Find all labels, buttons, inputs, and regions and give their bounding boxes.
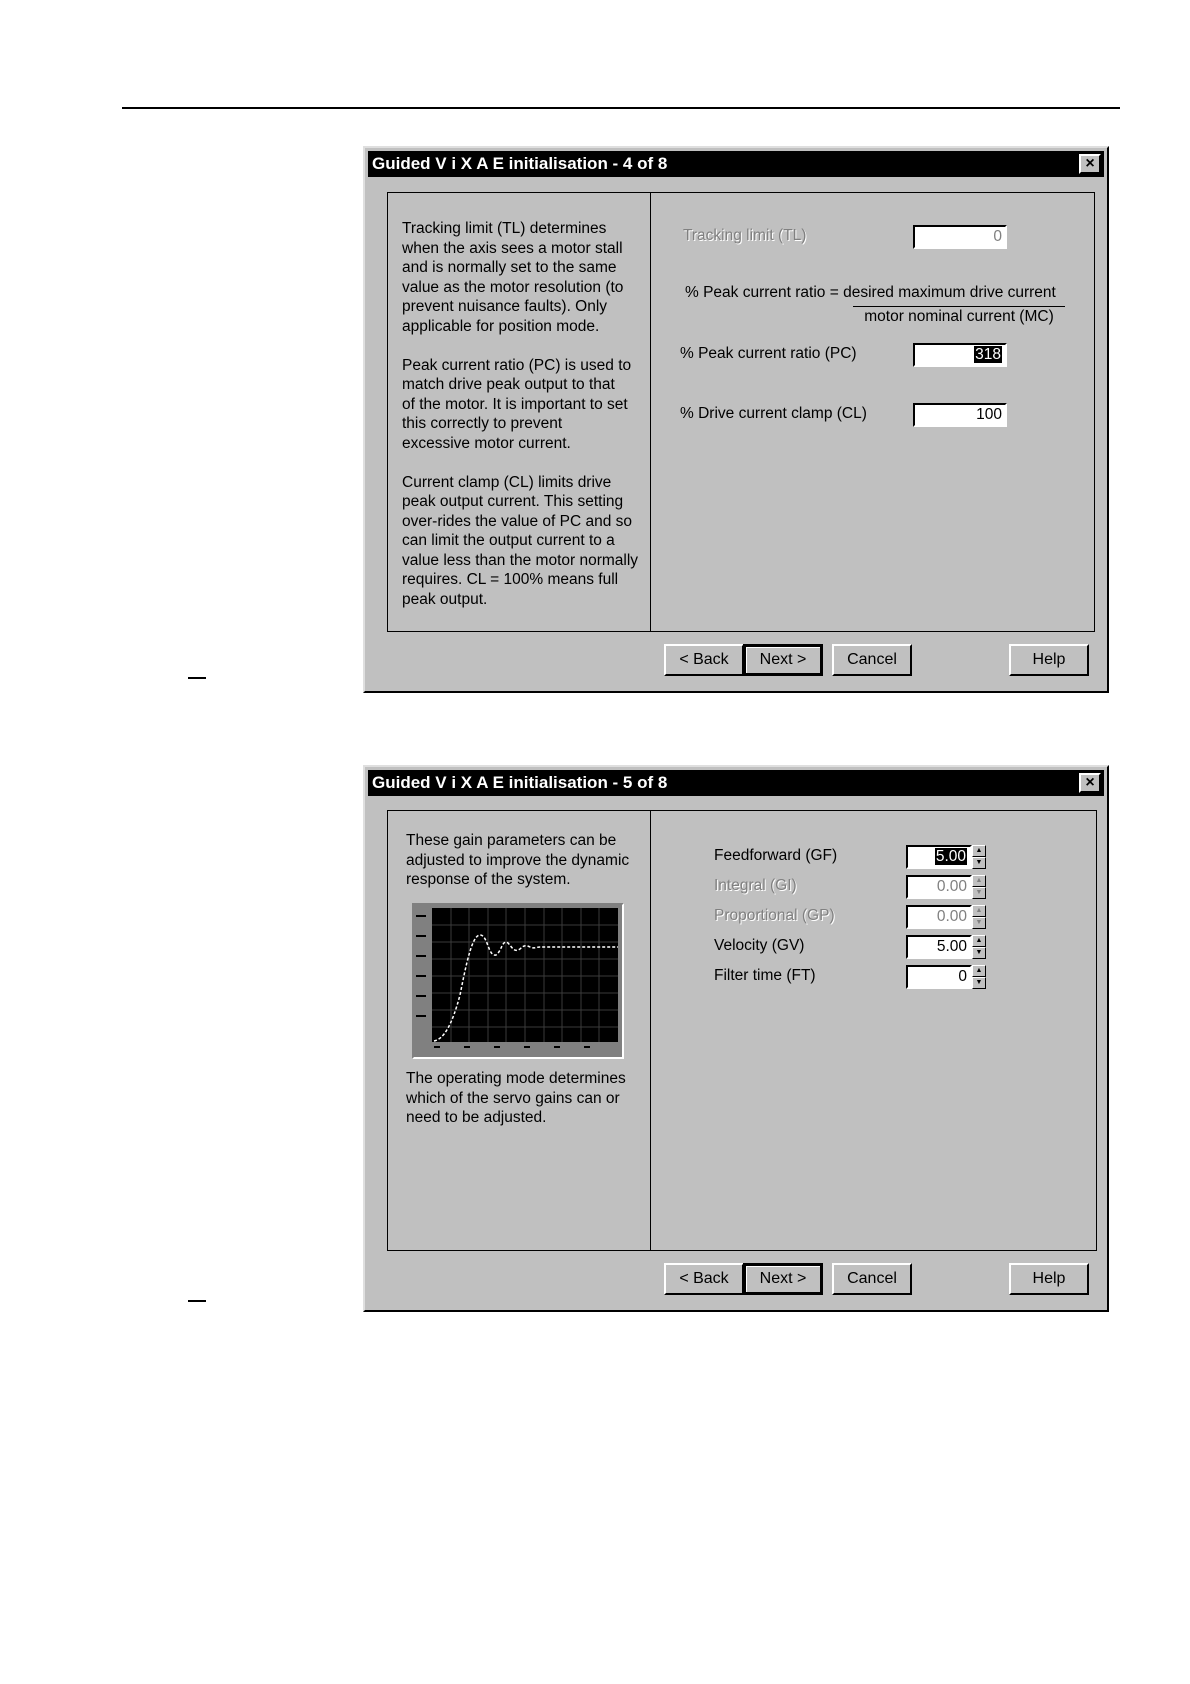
integral-spinner [972,875,986,899]
back-button[interactable]: < Back [664,644,744,676]
filter-time-input[interactable]: 0 [906,965,972,989]
integral-label: Integral (GI) [714,877,797,894]
peak-current-label: % Peak current ratio (PC) [680,345,857,362]
spin-up-icon[interactable]: ▲ [972,935,986,947]
spin-up-icon: ▲ [972,875,986,887]
page-top-rule [122,107,1120,109]
content-frame [387,810,1097,1251]
proportional-label: Proportional (GP) [714,907,835,924]
content-frame [387,192,1095,632]
velocity-spinner[interactable] [972,935,986,959]
current-clamp-label: % Drive current clamp (CL) [680,405,867,422]
margin-mark [188,1300,206,1302]
spin-down-icon[interactable]: ▼ [972,977,986,989]
feedforward-value: 5.00 [935,848,966,865]
peak-current-input[interactable] [913,343,1007,367]
spin-down-icon: ▼ [972,887,986,899]
mode-description: The operating mode determines which of the servo gains can or need to be adjusted. [406,1070,626,1126]
velocity-input[interactable]: 5.00 [906,935,972,959]
help-description: Tracking limit (TL) determines when the axis sees a motor stall and is normally set to the same value as the motor resolution (to prevent nuisance faults). Only applicable for position mode. Peak current ratio (PC) is used to match drive peak output to that of the motor. It is important to set this correctly to prevent excessive motor current. Current clamp (CL) limits drive peak output current. This setting over-rides the value of PC and so can limit the output current to a value less than the motor normally requires. CL = 100% means full peak output. [402,220,639,608]
feedforward-label: Feedforward (GF) [714,847,838,864]
formula-numerator: desired maximum drive current [843,284,1056,301]
next-button[interactable]: Next > [743,1263,823,1295]
integral-input: 0.00 [906,875,972,899]
velocity-label: Velocity (GV) [714,937,805,954]
spin-down-icon[interactable]: ▼ [972,947,986,959]
gain-description: These gain parameters can be adjusted to improve the dynamic response of the system. [406,832,630,888]
dialog-title: Guided V i X A E initialisation - 4 of 8 [372,154,668,173]
step-response-graph [412,903,624,1059]
close-icon[interactable]: × [1079,154,1101,174]
spin-up-icon[interactable]: ▲ [972,965,986,977]
feedforward-spinner[interactable] [972,845,986,869]
peak-current-value: 318 [975,346,1001,363]
margin-mark [188,677,206,679]
next-button[interactable]: Next > [743,644,823,676]
spin-down-icon: ▼ [972,917,986,929]
step-response-plot [414,905,622,1057]
dialog-title: Guided V i X A E initialisation - 5 of 8 [372,773,668,792]
filter-time-spinner[interactable] [972,965,986,989]
panel-divider [650,193,651,631]
close-icon[interactable]: × [1079,773,1101,793]
dialog-step-5 [363,765,1109,1312]
proportional-input: 0.00 [906,905,972,929]
help-button[interactable]: Help [1009,644,1089,676]
formula-prefix: % Peak current ratio = [685,284,844,301]
feedforward-input[interactable] [906,845,972,869]
cancel-button[interactable]: Cancel [832,644,912,676]
dialog-title-bar [368,151,1104,177]
current-clamp-input[interactable]: 100 [913,403,1007,427]
formula-denominator: motor nominal current (MC) [864,308,1054,325]
spin-up-icon: ▲ [972,905,986,917]
spin-up-icon[interactable]: ▲ [972,845,986,857]
proportional-spinner [972,905,986,929]
back-button[interactable]: < Back [664,1263,744,1295]
spin-down-icon[interactable]: ▼ [972,857,986,869]
tracking-limit-input: 0 [913,225,1007,249]
formula-label [685,284,1056,302]
formula-fraction-line [853,306,1065,307]
filter-time-label: Filter time (FT) [714,967,816,984]
cancel-button[interactable]: Cancel [832,1263,912,1295]
tracking-limit-label: Tracking limit (TL) [683,227,807,244]
panel-divider [650,811,651,1250]
help-button[interactable]: Help [1009,1263,1089,1295]
dialog-step-4 [363,146,1109,693]
dialog-title-bar [368,770,1104,796]
